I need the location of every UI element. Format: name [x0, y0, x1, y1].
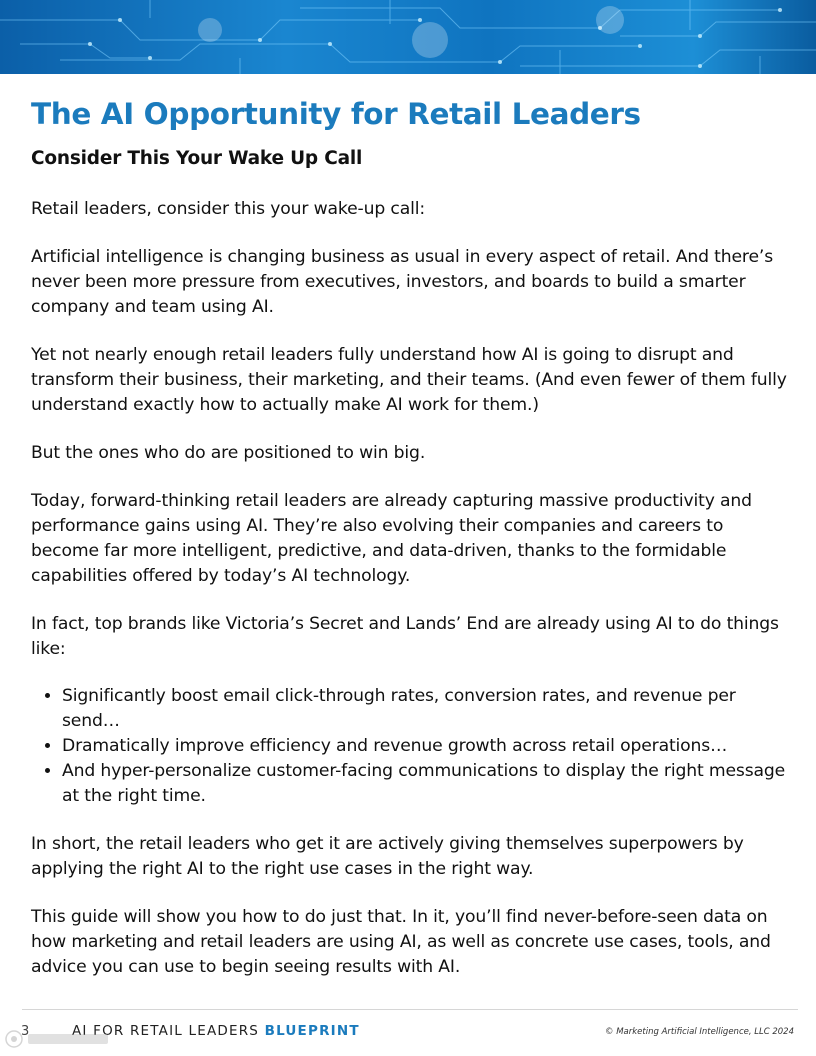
footer-title [72, 1023, 360, 1039]
page-title: The AI Opportunity for Retail Leaders [31, 97, 641, 131]
paragraph: In fact, top brands like Victoria’s Secret and Lands’ End are already using AI to do things like: [31, 614, 779, 659]
footer-divider [22, 1009, 798, 1010]
paragraph: But the ones who do are positioned to win big. [31, 443, 426, 463]
section-subtitle: Consider This Your Wake Up Call [31, 148, 363, 169]
intro-paragraph: Retail leaders, consider this your wake-up call: [31, 199, 425, 219]
watermark-logo-icon [4, 1026, 114, 1052]
header-banner [0, 0, 816, 74]
closing-paragraph: This guide will show you how to do just that. In it, you’ll find never-before-seen data on how marketing and retail leaders are using AI, as well as concrete use cases, tools, and advice you can use to begin seeing results with AI. [31, 907, 771, 977]
paragraph: Today, forward-thinking retail leaders are already capturing massive productivity and performance gains using AI. They’re also evolving their companies and careers to become far more intelligent, predictive, and data-driven, thanks to the formidable capabilities offered by today’s AI technology. [31, 491, 752, 586]
closing-paragraph: In short, the retail leaders who get it are actively giving themselves superpowers by applying the right AI to the right use cases in the right way. [31, 834, 744, 879]
page-number: 3 [21, 1024, 30, 1039]
list-item: • And hyper-personalize customer-facing communications to display the right message at the right time. [62, 759, 791, 809]
paragraph: Artificial intelligence is changing business as usual in every aspect of retail. And there’s never been more pressure from executives, investors, and boards to build a smarter company and team using AI. [31, 247, 774, 317]
page-footer [0, 1022, 816, 1046]
list-item: • Dramatically improve efficiency and revenue growth across retail operations… [62, 734, 791, 759]
bullet-list [31, 684, 791, 809]
footer-title-main: AI FOR RETAIL LEADERS [72, 1023, 260, 1039]
copyright-notice: © Marketing Artificial Intelligence, LLC 2024 [605, 1027, 794, 1037]
list-item: • Significantly boost email click-through rates, conversion rates, and revenue per send… [62, 684, 791, 734]
paragraph: Yet not nearly enough retail leaders fully understand how AI is going to disrupt and transform their business, their marketing, and their teams. (And even fewer of them fully understand exactly how to actually make AI work for them.) [31, 345, 787, 415]
main-content [31, 92, 791, 980]
footer-title-accent: BLUEPRINT [264, 1023, 360, 1039]
circuit-board-icon [0, 0, 816, 74]
